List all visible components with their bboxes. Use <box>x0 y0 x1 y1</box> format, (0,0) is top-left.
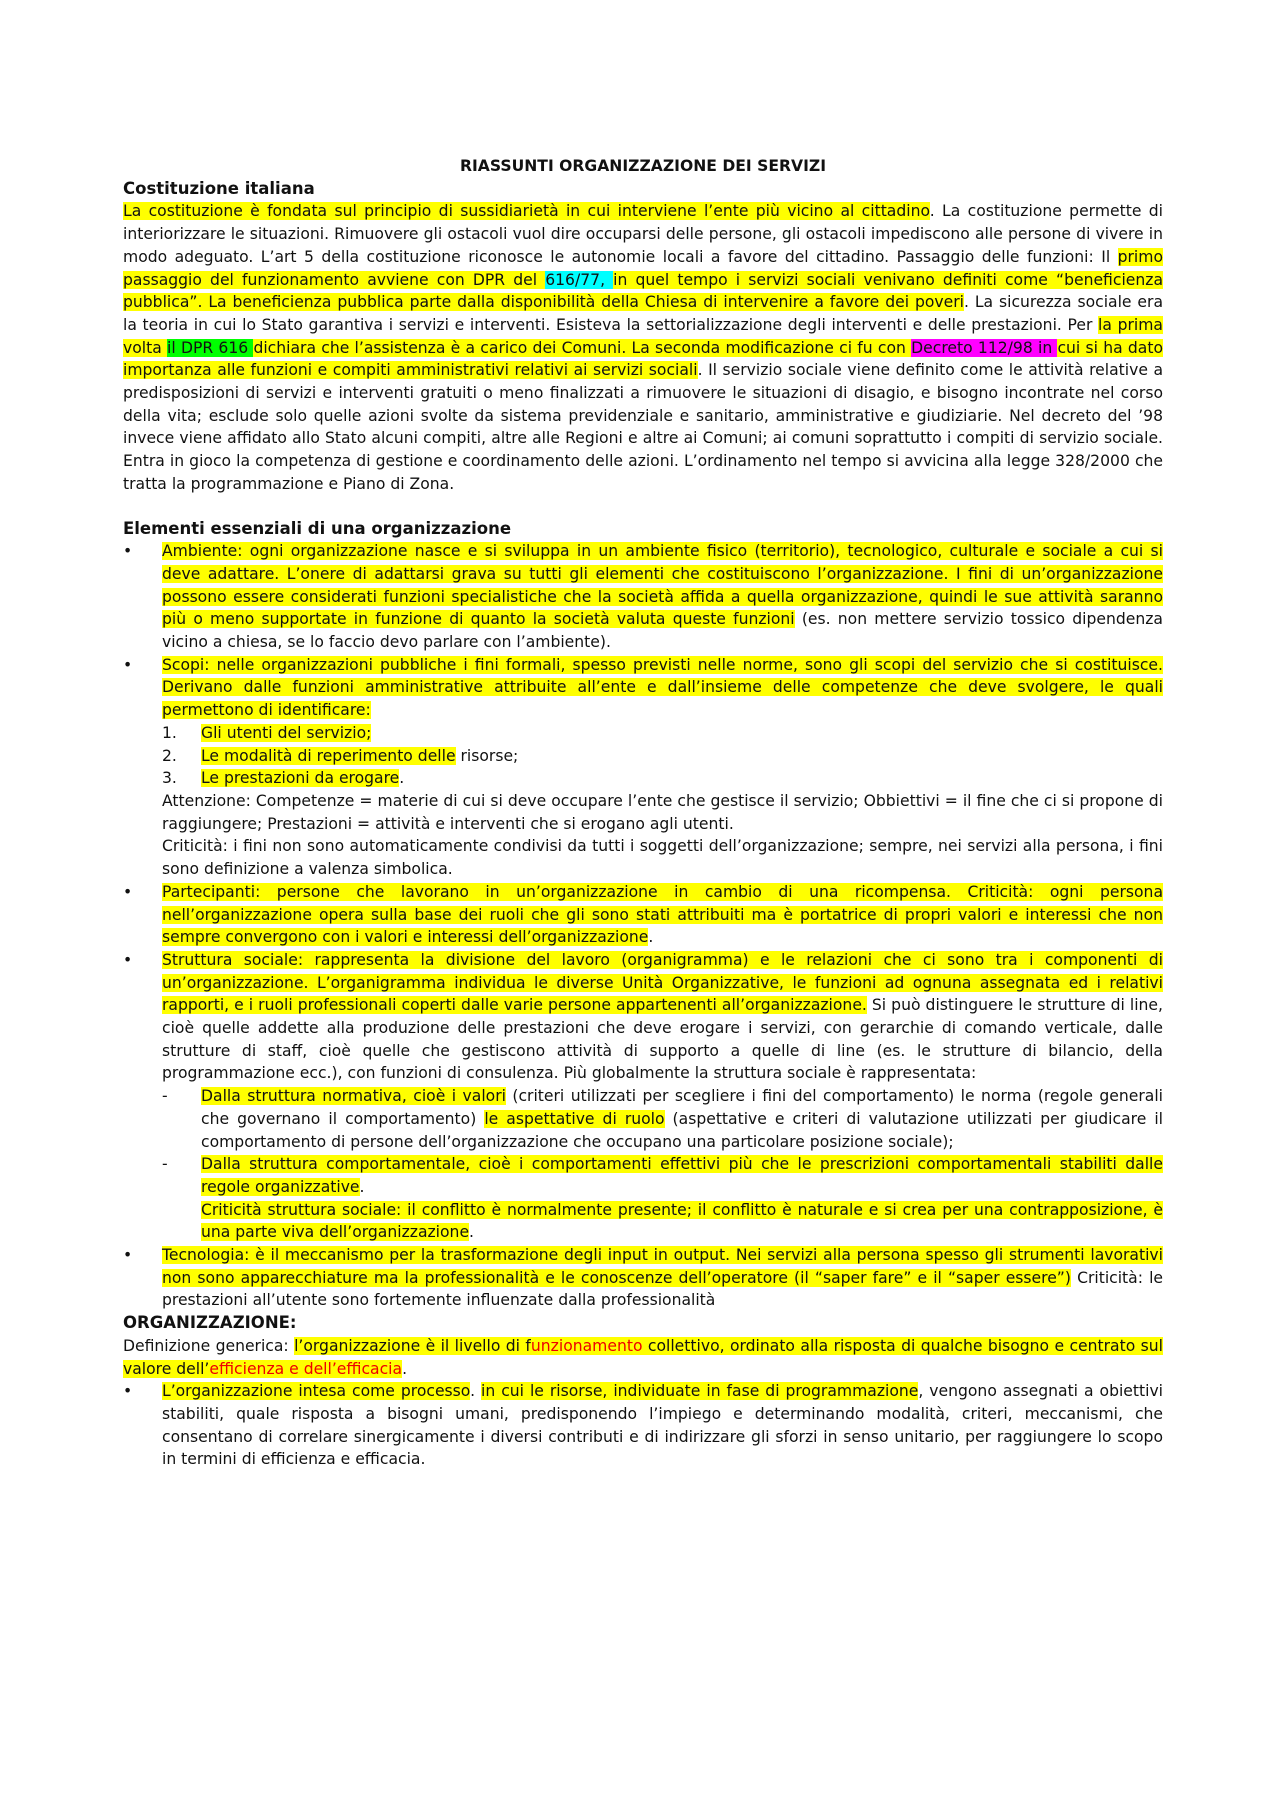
list-item-processo <box>123 1380 1163 1471</box>
dash-list <box>162 1085 1163 1199</box>
text-run: (criteri utilizzati per scegliere i fini del comportamento) le norma (regole generali che governano il comportamento) <box>201 1087 1163 1128</box>
highlight-yellow: l’organizzazione è il livello di f <box>294 1336 531 1355</box>
highlight-yellow: Derivano dalle funzioni amministrative attribuite all’ente e dall’insieme delle competenze che deve svolgere, le quali permettono di identificare: <box>162 678 1163 720</box>
list-number: 2. <box>162 746 177 765</box>
highlight-yellow: L’organizzazione intesa come processo <box>162 1382 471 1401</box>
highlight-yellow: Dalla struttura comportamentale, cioè i comportamenti effettivi più che le prescrizioni comportamentali stabiliti dalle regole organizzative <box>201 1155 1163 1196</box>
highlight-yellow: Scopi: nelle organizzazioni pubbliche i fini formali, spesso previsti nelle norme, sono gli scopi del servizio che si costituisce. <box>162 655 1163 674</box>
scopi-note-attenzione: Attenzione: Competenze = materie di cui si deve occupare l’ente che gestisce il servizio; Obbiettivi = il fine che ci si propone di raggiungere; Prestazioni = attività e interventi che si erogano agli utenti. <box>162 791 1163 833</box>
text-run: risorse; <box>455 746 519 765</box>
text-run: . <box>469 1223 475 1242</box>
struttura-text <box>162 949 1163 1085</box>
highlight-yellow-red-text: efficienza e dell’efficacia <box>209 1359 403 1378</box>
document-title: RIASSUNTI ORGANIZZAZIONE DEI SERVIZI <box>459 157 827 175</box>
highlight-yellow: Tecnologia: è il meccanismo per la trasformazione degli input in output. Nei servizi alla persona spesso gli strumenti lavorativi non sono apparecchiature ma la professionalità e le conoscenze dell’operatore (il “saper fare” e il “saper essere”) <box>162 1246 1163 1287</box>
text-run: , vengono assegnati a obiettivi stabiliti, quale risposta a bisogni umani, predisponendo l’impiego e determinando modalità, criteri, meccanismi, che consentano di correlare sinergicamente i diversi contributi e di indirizzare gli sforzi in senso unitario, per raggiungere lo scopo in termini di efficienza e efficacia. <box>162 1382 1164 1469</box>
text-run: (es. non mettere servizio tossico dipendenza vicino a chiesa, se lo faccio devo parlare con l’ambiente). <box>162 610 1163 652</box>
organizzazione-list <box>123 1380 1163 1471</box>
highlight-green: il DPR 616 <box>167 338 254 357</box>
list-item <box>162 722 1163 745</box>
highlight-yellow: Partecipanti: persone che lavorano in un’organizzazione in cambio di una ricompensa. Criticità: ogni persona nell’organizzazione opera sulla base dei ruoli che gli sono stati attribuiti ma è portatrice di propri valori e interessi che non sempre convergono con i valori e interessi dell’organizzazione <box>162 882 1163 947</box>
list-item-scopi <box>123 654 1163 881</box>
highlight-yellow: le aspettative di ruolo <box>484 1109 665 1128</box>
list-item <box>162 767 1163 790</box>
highlight-yellow: collettivo, ordinato alla risposta di qualche bisogno e centrato sul valore dell’ <box>123 1336 1163 1378</box>
struttura-criticita <box>162 1199 1163 1244</box>
section-heading-costituzione: Costituzione italiana <box>123 178 315 198</box>
text-run: . <box>470 1382 482 1401</box>
elements-list <box>123 540 1163 1312</box>
highlight-yellow: Le prestazioni da erogare <box>201 769 400 788</box>
text-run: . <box>402 1359 408 1378</box>
paragraph-definizione <box>123 1335 1163 1380</box>
text-run: . <box>399 769 405 788</box>
numbered-list <box>162 722 1163 790</box>
highlight-magenta: Decreto 112/98 in <box>911 338 1058 357</box>
highlight-yellow: la prima volta <box>123 315 1163 357</box>
text-run: Si può distinguere le strutture di line, cioè quelle addette alla produzione delle prestazioni che deve erogare i servizi, con gerarchie di comando verticale, dalle strutture di staff, cioè quelle che gestiscono attività di supporto a quelle di line (es. le strutture di bilancio, della programmazione ecc.), con funzioni di consulenza. Più globalmente la struttura sociale è rappresentata: <box>162 996 1163 1083</box>
highlight-yellow: Le modalità di reperimento delle <box>201 746 456 765</box>
scopi-note-criticita: Criticità: i fini non sono automaticamente condivisi da tutti i soggetti dell’organizzazione; sempre, nei servizi alla persona, i fini sono definizione a valenza simbolica. <box>162 837 1163 879</box>
list-item-struttura <box>123 949 1163 1244</box>
text-run: . <box>648 928 654 947</box>
highlight-yellow: in quel tempo i servizi sociali venivano definiti come “beneficienza pubblica”. La beneficienza pubblica parte dalla disponibilità della Chiesa di intervenire a favore dei poveri <box>123 270 1163 312</box>
paragraph-costituzione <box>123 200 1163 495</box>
text-run: (aspettative e criteri di valutazione utilizzati per giudicare il comportamento di persone dell’organizzazione che occupano una particolare posizione sociale); <box>201 1109 1163 1151</box>
dash-item-comportamentale <box>162 1153 1163 1198</box>
list-item-tecnologia <box>123 1244 1163 1312</box>
list-item-ambiente <box>123 540 1163 654</box>
text-run: Criticità: le prestazioni all’utente sono fortemente influenzate dalla professionalità <box>162 1268 1164 1310</box>
text-run: . La costituzione permette di interiorizzare le situazioni. Rimuovere gli ostacoli vuol dire occuparsi delle persone, gli ostacoli impediscono alle persone di vivere in modo adeguato. L’art 5 della costituzione riconosce le autonomie locali a favore del cittadino. Passaggio delle funzioni: Il <box>123 202 1163 266</box>
highlight-yellow-red-text: unzionamento <box>530 1336 643 1355</box>
highlight-yellow: Ambiente: ogni organizzazione nasce e si sviluppa in un ambiente fisico (territorio), tecnologico, culturale e sociale a cui si deve adattare. L’onere di adattarsi grava su tutti gli elementi che costituiscono l’organizzazione. I fini di un’organizzazione possono essere considerati funzioni specialistiche che la società affida a quella organizzazione, quindi le sue attività saranno più o meno supportate in funzione di quanto la società valuta queste funzioni <box>162 542 1163 629</box>
text-run: . La sicurezza sociale era la teoria in cui lo Stato garantiva i servizi e interventi. Esisteva la settorializzazione degli interventi e delle prestazioni. Per <box>123 293 1163 334</box>
highlight-yellow: primo passaggio del funzionamento avviene con DPR del <box>123 247 1163 289</box>
highlight-yellow: La costituzione è fondata sul principio di sussidiarietà in cui interviene l’ente più vicino al cittadino <box>123 202 930 221</box>
list-number: 1. <box>162 723 177 742</box>
document-page <box>123 155 1163 1471</box>
highlight-cyan: 616/77, <box>545 270 614 289</box>
text-run: . Il servizio sociale viene definito come le attività relative a predisposizioni di servizi e interventi gratuiti o meno finalizzati a rimuovere le situazioni di disagio, e bisogno incontrate nel corso della vita; esclude solo quelle azioni svolte da sistema previdenziale e sanitario, amministrative e giudiziarie. Nel decreto del ’98 invece viene affidato allo Stato alcuni compiti, altre alle Regioni e altre ai Comuni; ai comuni soprattutto i compiti di servizio sociale. Entra in gioco la competenza di gestione e coordinamento delle azioni. L’ordinamento nel tempo si avvicina alla legge 328/2000 che tratta la programmazione e Piano di Zona. <box>123 361 1164 493</box>
highlight-yellow: Struttura sociale: rappresenta la divisione del lavoro (organigramma) e le relazioni che ci sono tra i componenti di un’organizzazione. L’organigramma individua le diverse Unità Organizzative, le funzioni ad ognuna assegnata ed i relativi rapporti, e i ruoli professionali coperti dalle varie persone appartenenti all’organizzazione. <box>162 950 1163 1015</box>
highlight-yellow: Criticità struttura sociale: il conflitto è normalmente presente; il conflitto è naturale e si crea per una contrapposizione, è una parte viva dell’organizzazione <box>201 1200 1163 1242</box>
scopi-text <box>162 654 1163 722</box>
highlight-yellow: Gli utenti del servizio; <box>201 723 372 742</box>
highlight-yellow: in cui le risorse, individuate in fase di programmazione <box>481 1382 919 1401</box>
highlight-yellow: dichiara che l’assistenza è a carico dei Comuni. La seconda modificazione ci fu con <box>253 338 912 357</box>
list-item-partecipanti <box>123 881 1163 949</box>
list-number: 3. <box>162 769 177 788</box>
dash-item-normativa <box>162 1085 1163 1153</box>
text-run: Definizione generica: <box>123 1336 295 1355</box>
highlight-yellow: Dalla struttura normativa, cioè i valori <box>201 1087 506 1106</box>
section-heading-organizzazione: ORGANIZZAZIONE: <box>123 1313 297 1333</box>
highlight-yellow: cui si ha dato importanza alle funzioni e compiti amministrativi relativi ai servizi sociali <box>123 338 1164 380</box>
list-item <box>162 745 1163 768</box>
text-run: . <box>359 1177 365 1196</box>
section-heading-elementi: Elementi essenziali di una organizzazione <box>123 518 512 538</box>
